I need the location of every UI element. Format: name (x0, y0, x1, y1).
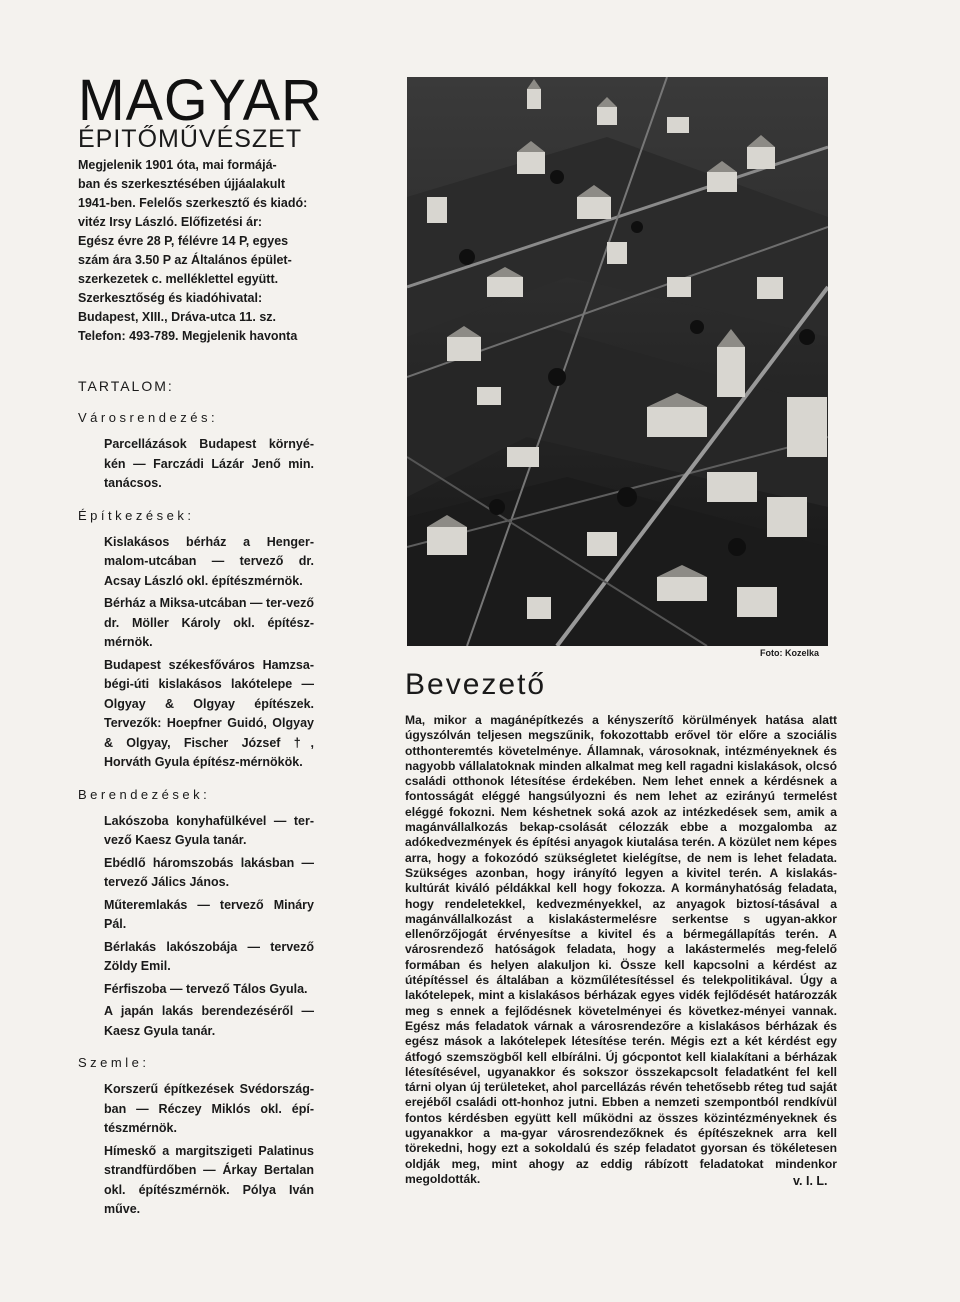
toc-entry: Bérház a Miksa-utcában — ter-vező dr. Möller Károly okl. építész-mérnök. (104, 596, 314, 649)
toc-heading: TARTALOM: (78, 378, 174, 394)
toc-entry: Korszerű építkezések Svédország-ban — Réczey Miklós okl. épí-tészmérnök. (104, 1082, 314, 1135)
publication-info-line: vitéz Irsy László. Előfizetési ár: (78, 215, 263, 229)
toc-section-title: Berendezések: (78, 786, 211, 802)
publication-info-line: Telefon: 493-789. Megjelenik havonta (78, 329, 298, 343)
toc-entry: Budapest székesfőváros Hamzsa-bégi-úti kislakásos lakótelepe — Olgyay & Olgyay építészek. Tervezők: Hoepfner Guidó, Olgyay & Olgyay, Fischer József †, Horváth Gyula építész-mérnökök. (104, 657, 314, 769)
toc-section-title: Szemle: (78, 1055, 150, 1070)
toc-section-berendezesek (78, 787, 314, 1042)
toc-entry: Férfiszoba — tervező Tálos Gyula. (104, 981, 308, 996)
toc-entry: A japán lakás berendezéséről — Kaesz Gyula tanár. (104, 1004, 314, 1038)
publication-info-line: Budapest, XIII., Dráva-utca 11. sz. (78, 310, 276, 324)
masthead-subtitle: ÉPITŐMŰVÉSZET (78, 125, 303, 153)
toc-section-varosrendezes (78, 410, 314, 494)
masthead-title: MAGYAR (78, 66, 323, 133)
toc-entry: Kislakásos bérház a Henger-malom-utcában — tervező dr. Acsay László okl. építészmérnök. (104, 534, 314, 588)
toc-section-szemle (78, 1055, 314, 1220)
publication-info-line: Megjelenik 1901 óta, mai formájá- (78, 158, 277, 172)
toc-section-title: Építkezések: (78, 507, 195, 523)
aerial-photo (407, 77, 828, 646)
toc-entry: Bérlakás lakószobája — tervező Zöldy Emil. (104, 939, 314, 973)
article-body (405, 713, 837, 1187)
masthead (78, 66, 323, 153)
publication-info (78, 156, 314, 346)
toc-section-title: Városrendezés: (78, 410, 219, 425)
publication-info-line: szerkezetek c. melléklettel együtt. (78, 272, 279, 286)
article-title: Bevezető (405, 668, 547, 701)
article-paragraph: Ma, mikor a magánépítkezés a kényszerítő körülmények hatása alatt úgyszólván teljesen megszűnik, fokozottabb erővel tör előre a szociális otthonteremtés követelménye. Államnak, városoknak, intézményeknek és nagyobb vállalatoknak minden alkalmat meg kell ragadni kislakások, olcsó családi otthonok létesítése érdekében. Nem lehet ennek a kérdésnek a fontosságát eléggé hangsúlyozni és nem lehet az ezirányú termelést eléggé fokozni. Nem késhetnek soká azok az intézkedések sem, amik a magánvállalkozás bekap-csolását célozzák ebbe a mozgalomba az adókedvezmények és építési anyagok kiutalása terén. A közület nem képes arra, hogy a fokozódó szükségletet kielégítse, de nem is lehet feladata. Szükséges azonban, hogy irányító legyen a kivitel terén. A kislakás-kultúrát kiváló példákkal kell hogy fokozza. A kormányhatóság feladata, hogy rendeletekkel, kedvezményekkel, az anyagok biztosí-tásával a magánvállalkozást a kislakástermelésre serkentse s ugyan-akkor ellenőrzőjogát érvényesítse a kivitel és a bérmegállapítás terén. A városrendező hatóságok feladata, hogy a lakástermelés meg-felelő formában és helyen alakuljon ki. Össze kell kapcsolni a kérdést az útépítéssel és általában a közműlétesítéssel és telekpolitikával. Úgy a lakótelepek, mint a kislakásos bérházak egyes vidék fejlődését határozzák meg s ennek a fejlődésnek követelményei és következ-ményei vannak. Egész más feladatok várnak a városrendezőre a kislakásos bérházak és egész mások a lakótelepek létesítése terén. Mégis ezt a két kérdést egy átfogó szemszögből kell elbírálni. Új gócpontot kell kialakítani a bérházak létesítésével, ugyanakkor és sokszor összekapcsolt feladatként fel kell tárni olyan új területeket, ahol parcellázás révén tehetősebb réteg tud saját erejéből családi ott-honhoz jutni. Ebben a nemzeti szempontból rendkívül fontos kérdésben együtt kell működni az összes közintézményeknek és ugyanakkor a ma-gyar városrendezőknek és építészeknek arra kell törekedni, hogy ezt a sokoldalú és szép feladatot gyorsan és tökéletesen oldják meg, mint ahogy az eddig rábízott feladatokat mindenkor megoldották. (405, 713, 837, 1186)
publication-info-line: 1941-ben. Felelős szerkesztő és kiadó: (78, 196, 308, 210)
toc-entry: Ebédlő háromszobás lakásban — tervező Jálics János. (104, 855, 314, 889)
toc-entry: Parcellázások Budapest környé-kén — Farczádi Lázár Jenő min. tanácsos. (104, 437, 314, 490)
toc-entry: Lakószoba konyhafülkével — ter-vező Kaesz Gyula tanár. (104, 813, 314, 847)
publication-info-line: Egész évre 28 P, félévre 14 P, egyes (78, 234, 289, 248)
publication-info-line: Szerkesztőség és kiadóhivatal: (78, 291, 263, 305)
publication-info-line: ban és szerkesztésében újjáalakult (78, 177, 286, 191)
toc-section-epitkezesek (78, 508, 314, 773)
article-signature: v. I. L. (793, 1174, 828, 1188)
toc-entry: Hímeskő a margitszigeti Palatinus strandfürdőben — Árkay Bertalan okl. építészmérnök. Pólya Iván műve. (104, 1143, 314, 1216)
toc-entry: Műteremlakás — tervező Mináry Pál. (104, 897, 314, 931)
table-of-contents (78, 378, 314, 1234)
photo-credit: Foto: Kozelka (760, 648, 820, 658)
publication-info-line: szám ára 3.50 P az Általános épület- (78, 253, 292, 267)
aerial-photo-illustration (407, 77, 828, 646)
